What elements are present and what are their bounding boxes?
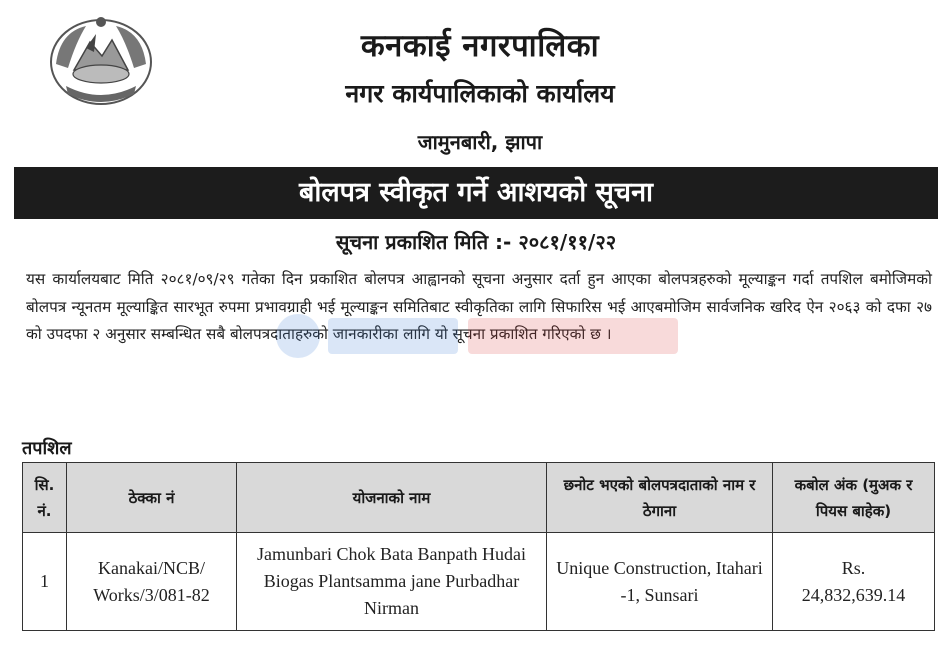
cell-project-name: Jamunbari Chok Bata Banpath Hudai Biogas Plantsamma jane Purbadhar Nirman (237, 533, 547, 631)
office-name: नगर कार्यपालिकाको कार्यालय (345, 79, 615, 108)
publication-date-line (0, 228, 952, 255)
col-header-amount: कबोल अंक (मुअक र पियस बाहेक) (773, 463, 935, 533)
cell-contract-no: Kanakai/NCB/ Works/3/081-82 (67, 533, 237, 631)
table-row (23, 533, 935, 631)
office-address: जामुनबारी, झापा (417, 130, 543, 154)
col-header-contract-no: ठेक्का नं (67, 463, 237, 533)
cell-amount-value: 24,832,639.14 (801, 584, 906, 605)
cell-bidder: Unique Construction, Itahari -1, Sunsari (547, 533, 773, 631)
schedule-table (22, 462, 935, 631)
col-header-sn: सि. नं. (23, 463, 67, 533)
publication-date-label: सूचना प्रकाशित मिति :- (335, 230, 512, 254)
col-header-project-name: योजनाको नाम (237, 463, 547, 533)
notice-title: बोलपत्र स्वीकृत गर्ने आशयको सूचना (14, 167, 938, 219)
cell-currency: Rs. (841, 557, 866, 578)
cell-sn: 1 (23, 533, 67, 631)
col-header-bidder: छनोट भएको बोलपत्रदाताको नाम र ठेगाना (547, 463, 773, 533)
table-header-row (23, 463, 935, 533)
nepal-emblem-icon (46, 12, 156, 108)
cell-amount (773, 533, 935, 631)
publication-date: २०८१/११/२२ (518, 230, 617, 254)
municipality-name: कनकाई नगरपालिका (360, 28, 600, 64)
schedule-heading: तपशिल (22, 438, 72, 459)
notice-body: यस कार्यालयबाट मिति २०८१/०९/२९ गतेका दिन प्रकाशित बोलपत्र आह्वानको सूचना अनुसार दर्ता हुन आएका बोलपत्रहरुको मूल्याङ्कन गर्दा तपशिल बमोजिमको बोलपत्र न्यूनतम मूल्याङ्कित सारभूत रुपमा प्रभावग्राही भई मूल्याङ्कन समितिबाट स्वीकृतिका लागि सिफारिस भई आएबमोजिम सार्वजनिक खरिद ऐन २०६३ को दफा २७ को उपदफा २ अनुसार सम्बन्धित सबै बोलपत्रदाताहरुको जानकारीका लागि यो सूचना प्रकाशित गरिएको छ । (26, 270, 932, 343)
